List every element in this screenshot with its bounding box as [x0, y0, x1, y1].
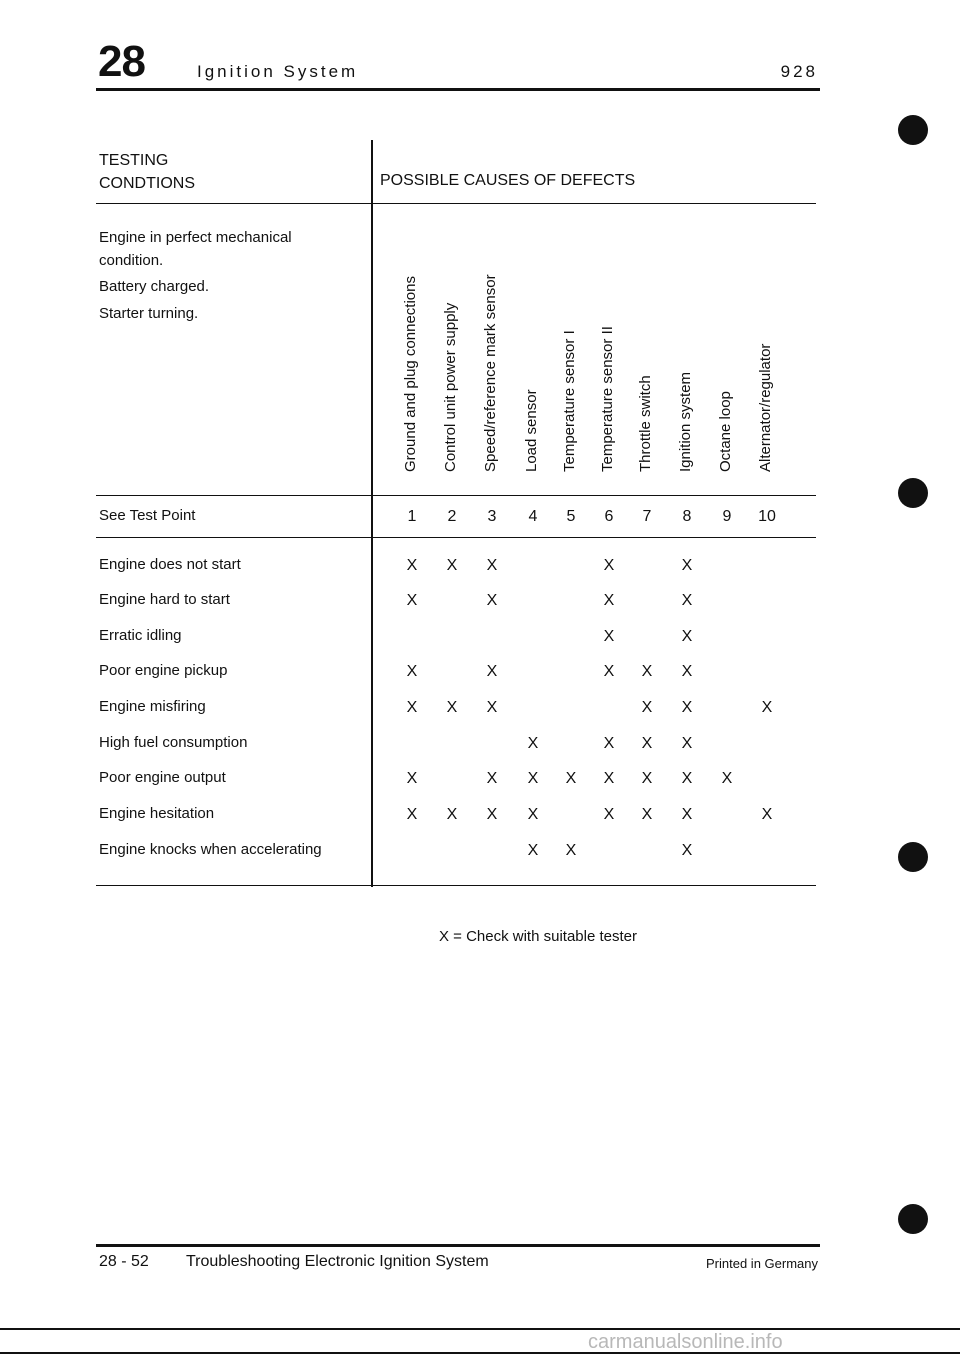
check-mark: X: [681, 842, 693, 859]
check-mark: X: [603, 806, 615, 823]
table-rule-testpoint: [96, 537, 816, 538]
cause-label: Throttle switch: [637, 375, 654, 472]
check-mark: X: [486, 770, 498, 787]
check-mark: X: [486, 557, 498, 574]
check-mark: X: [406, 663, 418, 680]
symptom-label: Engine hesitation: [99, 805, 215, 822]
test-point-number: 1: [407, 508, 417, 525]
symptom-label: High fuel consumption: [99, 734, 248, 751]
printed-in-germany: Printed in Germany: [706, 1256, 818, 1271]
test-point-number: 4: [528, 508, 538, 525]
check-mark: X: [681, 735, 693, 752]
check-mark: X: [603, 628, 615, 645]
check-mark: X: [641, 806, 653, 823]
check-mark: X: [486, 806, 498, 823]
precondition-starter: Starter turning.: [99, 305, 199, 322]
check-mark: X: [641, 735, 653, 752]
symptom-label: Erratic idling: [99, 627, 182, 644]
check-mark: X: [565, 842, 577, 859]
page-number: 28 - 52: [99, 1253, 149, 1270]
check-mark: X: [527, 842, 539, 859]
test-point-number: 7: [642, 508, 652, 525]
check-mark: X: [406, 770, 418, 787]
model-number: 928: [780, 62, 818, 81]
possible-causes-header: POSSIBLE CAUSES OF DEFECTS: [380, 172, 636, 189]
table-rule-header: [96, 203, 816, 204]
check-mark: X: [761, 699, 773, 716]
footer-rule: [96, 1244, 820, 1247]
cause-label: Ignition system: [677, 371, 694, 472]
check-mark: X: [641, 663, 653, 680]
check-mark: X: [681, 628, 693, 645]
precondition-mechanical: Engine in perfect mechanical condition.: [99, 229, 292, 269]
check-mark: X: [603, 663, 615, 680]
check-mark: X: [603, 592, 615, 609]
check-mark: X: [681, 699, 693, 716]
test-point-number: 8: [682, 508, 692, 525]
cause-label: Temperature sensor I: [561, 330, 578, 472]
check-mark: X: [681, 806, 693, 823]
symptom-label: Poor engine output: [99, 769, 226, 786]
check-mark: X: [527, 735, 539, 752]
cause-label: Load sensor: [523, 389, 540, 472]
check-mark: X: [527, 806, 539, 823]
punch-hole: [898, 1204, 928, 1234]
test-point-number: 2: [447, 508, 457, 525]
see-test-point-label: See Test Point: [99, 507, 196, 524]
check-mark: X: [406, 592, 418, 609]
cause-label: Octane loop: [717, 391, 734, 472]
check-mark: X: [681, 770, 693, 787]
punch-hole: [898, 478, 928, 508]
test-point-number: 5: [566, 508, 576, 525]
check-mark: X: [565, 770, 577, 787]
cause-label: Temperature sensor II: [599, 326, 616, 472]
check-mark: X: [446, 699, 458, 716]
check-mark: X: [527, 770, 539, 787]
symptom-label: Engine misfiring: [99, 698, 206, 715]
test-point-number: 9: [722, 508, 732, 525]
check-mark: X: [486, 699, 498, 716]
bottom-frame-line: [0, 1352, 960, 1354]
testing-conditions-header: TESTING CONDTIONS: [99, 152, 195, 192]
table-divider-vertical: [371, 140, 373, 887]
check-mark: X: [603, 770, 615, 787]
table-rule-labels: [96, 495, 816, 496]
legend: X = Check with suitable tester: [438, 928, 637, 945]
check-mark: X: [641, 770, 653, 787]
header-rule: [96, 88, 820, 91]
symptom-label: Engine knocks when accelerating: [99, 841, 322, 858]
punch-hole: [898, 115, 928, 145]
watermark: carmanualsonline.info: [588, 1331, 783, 1353]
precondition-battery: Battery charged.: [99, 278, 210, 295]
check-mark: X: [446, 806, 458, 823]
footer-title: Troubleshooting Electronic Ignition System: [186, 1253, 489, 1270]
check-mark: X: [603, 735, 615, 752]
check-mark: X: [446, 557, 458, 574]
check-mark: X: [721, 770, 733, 787]
check-mark: X: [681, 592, 693, 609]
punch-hole: [898, 842, 928, 872]
check-mark: X: [761, 806, 773, 823]
table-rule-bottom: [96, 885, 816, 886]
symptom-label: Poor engine pickup: [99, 662, 228, 679]
test-point-number: 3: [487, 508, 497, 525]
check-mark: X: [603, 557, 615, 574]
check-mark: X: [486, 663, 498, 680]
check-mark: X: [486, 592, 498, 609]
symptom-label: Engine hard to start: [99, 591, 230, 608]
cause-label: Control unit power supply: [442, 302, 459, 472]
cause-label: Alternator/regulator: [757, 343, 774, 472]
cause-label: Ground and plug connections: [402, 276, 419, 472]
chapter-number: 28: [98, 37, 145, 86]
symptom-label: Engine does not start: [99, 556, 241, 573]
test-point-number: 10: [758, 508, 776, 525]
check-mark: X: [681, 557, 693, 574]
check-mark: X: [406, 699, 418, 716]
check-mark: X: [641, 699, 653, 716]
bottom-frame-line: [0, 1328, 960, 1330]
check-mark: X: [406, 806, 418, 823]
check-mark: X: [681, 663, 693, 680]
cause-label: Speed/reference mark sensor: [482, 274, 499, 472]
test-point-number: 6: [604, 508, 614, 525]
section-title: Ignition System: [197, 62, 359, 81]
check-mark: X: [406, 557, 418, 574]
